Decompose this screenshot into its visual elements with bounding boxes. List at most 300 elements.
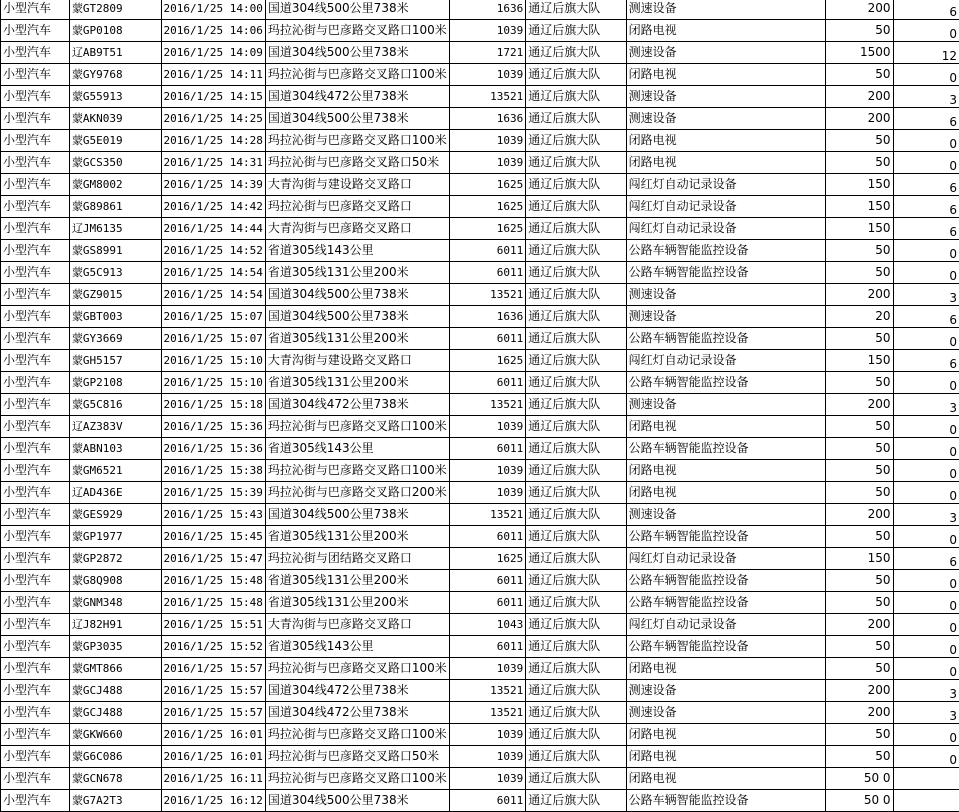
device-cell[interactable]: 闭路电视 <box>626 724 825 746</box>
location-cell[interactable]: 省道305线143公里 <box>265 636 449 658</box>
plate-number-cell[interactable]: 蒙GKW660 <box>69 724 161 746</box>
brigade-cell[interactable]: 通辽后旗大队 <box>526 460 626 482</box>
points-cell[interactable]: 6 <box>893 174 959 196</box>
datetime-cell[interactable]: 2016/1/25 15:48 <box>161 592 265 614</box>
device-cell[interactable]: 公路车辆智能监控设备 <box>626 790 825 812</box>
fine-cell[interactable]: 1500 <box>825 42 893 64</box>
plate-number-cell[interactable]: 蒙G5C816 <box>69 394 161 416</box>
datetime-cell[interactable]: 2016/1/25 14:54 <box>161 284 265 306</box>
datetime-cell[interactable]: 2016/1/25 15:48 <box>161 570 265 592</box>
datetime-cell[interactable]: 2016/1/25 14:31 <box>161 152 265 174</box>
datetime-cell[interactable]: 2016/1/25 14:25 <box>161 108 265 130</box>
location-cell[interactable]: 省道305线131公里200米 <box>265 526 449 548</box>
location-cell[interactable]: 国道304线500公里738米 <box>265 108 449 130</box>
vehicle-type-cell[interactable]: 小型汽车 <box>1 218 70 240</box>
location-cell[interactable]: 玛拉沁街与巴彦路交叉路口50米 <box>265 746 449 768</box>
plate-number-cell[interactable]: 辽AB9T51 <box>69 42 161 64</box>
points-cell[interactable]: 6 <box>893 0 959 20</box>
plate-number-cell[interactable]: 蒙GBT003 <box>69 306 161 328</box>
vehicle-type-cell[interactable]: 小型汽车 <box>1 658 70 680</box>
datetime-cell[interactable]: 2016/1/25 14:52 <box>161 240 265 262</box>
code-cell[interactable]: 1625 <box>449 218 525 240</box>
points-cell[interactable]: 0 <box>893 372 959 394</box>
datetime-cell[interactable]: 2016/1/25 16:11 <box>161 768 265 790</box>
code-cell[interactable]: 6011 <box>449 636 525 658</box>
code-cell[interactable]: 13521 <box>449 504 525 526</box>
device-cell[interactable]: 测速设备 <box>626 504 825 526</box>
vehicle-type-cell[interactable]: 小型汽车 <box>1 262 70 284</box>
location-cell[interactable]: 国道304线500公里738米 <box>265 42 449 64</box>
points-cell[interactable]: 3 <box>893 680 959 702</box>
plate-number-cell[interactable]: 蒙GS8991 <box>69 240 161 262</box>
fine-cell[interactable]: 150 <box>825 174 893 196</box>
plate-number-cell[interactable]: 蒙GP0108 <box>69 20 161 42</box>
location-cell[interactable]: 国道304线500公里738米 <box>265 790 449 812</box>
code-cell[interactable]: 1625 <box>449 174 525 196</box>
datetime-cell[interactable]: 2016/1/25 15:10 <box>161 372 265 394</box>
location-cell[interactable]: 省道305线131公里200米 <box>265 570 449 592</box>
vehicle-type-cell[interactable]: 小型汽车 <box>1 768 70 790</box>
points-cell[interactable]: 0 <box>893 570 959 592</box>
fine-cell[interactable]: 50 <box>825 262 893 284</box>
datetime-cell[interactable]: 2016/1/25 14:09 <box>161 42 265 64</box>
brigade-cell[interactable]: 通辽后旗大队 <box>526 372 626 394</box>
plate-number-cell[interactable]: 蒙GH5157 <box>69 350 161 372</box>
code-cell[interactable]: 6011 <box>449 592 525 614</box>
location-cell[interactable]: 国道304线500公里738米 <box>265 504 449 526</box>
datetime-cell[interactable]: 2016/1/25 15:57 <box>161 680 265 702</box>
plate-number-cell[interactable]: 蒙G55913 <box>69 86 161 108</box>
brigade-cell[interactable]: 通辽后旗大队 <box>526 746 626 768</box>
device-cell[interactable]: 公路车辆智能监控设备 <box>626 592 825 614</box>
location-cell[interactable]: 玛拉沁街与巴彦路交叉路口100米 <box>265 460 449 482</box>
device-cell[interactable]: 闭路电视 <box>626 482 825 504</box>
brigade-cell[interactable]: 通辽后旗大队 <box>526 130 626 152</box>
code-cell[interactable]: 1625 <box>449 350 525 372</box>
code-cell[interactable]: 1636 <box>449 108 525 130</box>
vehicle-type-cell[interactable]: 小型汽车 <box>1 328 70 350</box>
datetime-cell[interactable]: 2016/1/25 14:11 <box>161 64 265 86</box>
points-cell[interactable]: 3 <box>893 86 959 108</box>
vehicle-type-cell[interactable]: 小型汽车 <box>1 702 70 724</box>
points-cell[interactable]: 3 <box>893 394 959 416</box>
brigade-cell[interactable]: 通辽后旗大队 <box>526 86 626 108</box>
plate-number-cell[interactable]: 蒙GP2872 <box>69 548 161 570</box>
datetime-cell[interactable]: 2016/1/25 16:01 <box>161 746 265 768</box>
datetime-cell[interactable]: 2016/1/25 16:12 <box>161 790 265 812</box>
code-cell[interactable]: 13521 <box>449 284 525 306</box>
fine-cell[interactable]: 150 <box>825 196 893 218</box>
plate-number-cell[interactable]: 辽J82H91 <box>69 614 161 636</box>
device-cell[interactable]: 闭路电视 <box>626 746 825 768</box>
points-cell[interactable]: 0 <box>893 460 959 482</box>
points-cell[interactable]: 3 <box>893 504 959 526</box>
location-cell[interactable]: 大青沟街与建设路交叉路口 <box>265 350 449 372</box>
points-cell[interactable]: 3 <box>893 284 959 306</box>
vehicle-type-cell[interactable]: 小型汽车 <box>1 438 70 460</box>
code-cell[interactable]: 1039 <box>449 724 525 746</box>
datetime-cell[interactable]: 2016/1/25 15:07 <box>161 306 265 328</box>
device-cell[interactable]: 测速设备 <box>626 42 825 64</box>
fine-cell[interactable]: 150 <box>825 350 893 372</box>
device-cell[interactable]: 闭路电视 <box>626 64 825 86</box>
points-cell[interactable]: 0 <box>893 416 959 438</box>
brigade-cell[interactable]: 通辽后旗大队 <box>526 482 626 504</box>
datetime-cell[interactable]: 2016/1/25 14:28 <box>161 130 265 152</box>
device-cell[interactable]: 闭路电视 <box>626 416 825 438</box>
datetime-cell[interactable]: 2016/1/25 15:47 <box>161 548 265 570</box>
plate-number-cell[interactable]: 辽AD436E <box>69 482 161 504</box>
points-cell[interactable]: 6 <box>893 306 959 328</box>
code-cell[interactable]: 6011 <box>449 328 525 350</box>
plate-number-cell[interactable]: 蒙GM6521 <box>69 460 161 482</box>
brigade-cell[interactable]: 通辽后旗大队 <box>526 306 626 328</box>
device-cell[interactable]: 闭路电视 <box>626 460 825 482</box>
code-cell[interactable]: 1043 <box>449 614 525 636</box>
code-cell[interactable]: 1039 <box>449 130 525 152</box>
location-cell[interactable]: 国道304线472公里738米 <box>265 702 449 724</box>
plate-number-cell[interactable]: 蒙GZ9015 <box>69 284 161 306</box>
plate-number-cell[interactable]: 蒙GY9768 <box>69 64 161 86</box>
brigade-cell[interactable]: 通辽后旗大队 <box>526 570 626 592</box>
device-cell[interactable]: 公路车辆智能监控设备 <box>626 570 825 592</box>
fine-cell[interactable]: 50 <box>825 746 893 768</box>
brigade-cell[interactable]: 通辽后旗大队 <box>526 0 626 20</box>
points-cell[interactable]: 0 <box>893 130 959 152</box>
vehicle-type-cell[interactable]: 小型汽车 <box>1 790 70 812</box>
plate-number-cell[interactable]: 蒙GY3669 <box>69 328 161 350</box>
brigade-cell[interactable]: 通辽后旗大队 <box>526 20 626 42</box>
fine-cell[interactable]: 150 <box>825 548 893 570</box>
code-cell[interactable]: 6011 <box>449 570 525 592</box>
points-cell[interactable]: 6 <box>893 350 959 372</box>
code-cell[interactable]: 6011 <box>449 438 525 460</box>
device-cell[interactable]: 测速设备 <box>626 702 825 724</box>
location-cell[interactable]: 国道304线472公里738米 <box>265 394 449 416</box>
code-cell[interactable]: 13521 <box>449 394 525 416</box>
code-cell[interactable]: 1039 <box>449 482 525 504</box>
location-cell[interactable]: 国道304线472公里738米 <box>265 680 449 702</box>
vehicle-type-cell[interactable]: 小型汽车 <box>1 42 70 64</box>
plate-number-cell[interactable]: 蒙GES929 <box>69 504 161 526</box>
plate-number-cell[interactable]: 蒙G8Q908 <box>69 570 161 592</box>
vehicle-type-cell[interactable]: 小型汽车 <box>1 306 70 328</box>
device-cell[interactable]: 公路车辆智能监控设备 <box>626 262 825 284</box>
points-cell[interactable]: 6 <box>893 196 959 218</box>
device-cell[interactable]: 公路车辆智能监控设备 <box>626 240 825 262</box>
points-cell[interactable]: 0 <box>893 746 959 768</box>
device-cell[interactable]: 公路车辆智能监控设备 <box>626 372 825 394</box>
code-cell[interactable]: 6011 <box>449 262 525 284</box>
device-cell[interactable]: 闯红灯自动记录设备 <box>626 218 825 240</box>
brigade-cell[interactable]: 通辽后旗大队 <box>526 240 626 262</box>
device-cell[interactable]: 测速设备 <box>626 0 825 20</box>
vehicle-type-cell[interactable]: 小型汽车 <box>1 372 70 394</box>
points-cell[interactable]: 6 <box>893 218 959 240</box>
device-cell[interactable]: 闭路电视 <box>626 20 825 42</box>
location-cell[interactable]: 国道304线472公里738米 <box>265 86 449 108</box>
points-cell[interactable]: 0 <box>893 438 959 460</box>
brigade-cell[interactable]: 通辽后旗大队 <box>526 768 626 790</box>
brigade-cell[interactable]: 通辽后旗大队 <box>526 614 626 636</box>
brigade-cell[interactable]: 通辽后旗大队 <box>526 218 626 240</box>
location-cell[interactable]: 玛拉沁街与巴彦路交叉路口100米 <box>265 416 449 438</box>
points-cell[interactable]: 0 <box>893 328 959 350</box>
location-cell[interactable]: 国道304线500公里738米 <box>265 0 449 20</box>
device-cell[interactable]: 测速设备 <box>626 306 825 328</box>
code-cell[interactable]: 6011 <box>449 372 525 394</box>
points-cell[interactable]: 6 <box>893 548 959 570</box>
vehicle-type-cell[interactable]: 小型汽车 <box>1 724 70 746</box>
location-cell[interactable]: 国道304线500公里738米 <box>265 306 449 328</box>
brigade-cell[interactable]: 通辽后旗大队 <box>526 504 626 526</box>
plate-number-cell[interactable]: 蒙G7A2T3 <box>69 790 161 812</box>
vehicle-type-cell[interactable]: 小型汽车 <box>1 350 70 372</box>
brigade-cell[interactable]: 通辽后旗大队 <box>526 416 626 438</box>
fine-cell[interactable]: 20 <box>825 306 893 328</box>
points-cell[interactable]: 0 <box>893 64 959 86</box>
points-cell[interactable] <box>893 768 959 790</box>
datetime-cell[interactable]: 2016/1/25 16:01 <box>161 724 265 746</box>
fine-cell[interactable]: 200 <box>825 614 893 636</box>
fine-cell[interactable]: 50 <box>825 328 893 350</box>
device-cell[interactable]: 闯红灯自动记录设备 <box>626 174 825 196</box>
fine-cell[interactable]: 50 <box>825 592 893 614</box>
plate-number-cell[interactable]: 蒙GCS350 <box>69 152 161 174</box>
datetime-cell[interactable]: 2016/1/25 14:42 <box>161 196 265 218</box>
plate-number-cell[interactable]: 蒙GP2108 <box>69 372 161 394</box>
datetime-cell[interactable]: 2016/1/25 15:38 <box>161 460 265 482</box>
fine-cell[interactable]: 50 <box>825 460 893 482</box>
fine-cell[interactable]: 200 <box>825 504 893 526</box>
brigade-cell[interactable]: 通辽后旗大队 <box>526 174 626 196</box>
location-cell[interactable]: 省道305线131公里200米 <box>265 328 449 350</box>
points-cell[interactable]: 0 <box>893 724 959 746</box>
plate-number-cell[interactable]: 蒙G6C086 <box>69 746 161 768</box>
fine-cell[interactable]: 50 <box>825 724 893 746</box>
brigade-cell[interactable]: 通辽后旗大队 <box>526 42 626 64</box>
code-cell[interactable]: 1039 <box>449 20 525 42</box>
fine-cell[interactable]: 150 <box>825 218 893 240</box>
device-cell[interactable]: 测速设备 <box>626 680 825 702</box>
code-cell[interactable]: 1039 <box>449 416 525 438</box>
datetime-cell[interactable]: 2016/1/25 14:00 <box>161 0 265 20</box>
fine-cell[interactable]: 50 <box>825 636 893 658</box>
location-cell[interactable]: 玛拉沁街与巴彦路交叉路口100米 <box>265 64 449 86</box>
location-cell[interactable]: 省道305线131公里200米 <box>265 372 449 394</box>
fine-cell[interactable]: 200 <box>825 86 893 108</box>
fine-cell[interactable]: 200 <box>825 680 893 702</box>
location-cell[interactable]: 玛拉沁街与巴彦路交叉路口200米 <box>265 482 449 504</box>
datetime-cell[interactable]: 2016/1/25 14:15 <box>161 86 265 108</box>
points-cell[interactable]: 0 <box>893 482 959 504</box>
code-cell[interactable]: 6011 <box>449 790 525 812</box>
brigade-cell[interactable]: 通辽后旗大队 <box>526 636 626 658</box>
datetime-cell[interactable]: 2016/1/25 15:36 <box>161 438 265 460</box>
plate-number-cell[interactable]: 蒙AKN039 <box>69 108 161 130</box>
location-cell[interactable]: 玛拉沁街与巴彦路交叉路口100米 <box>265 20 449 42</box>
fine-cell[interactable]: 50 <box>825 20 893 42</box>
vehicle-type-cell[interactable]: 小型汽车 <box>1 504 70 526</box>
code-cell[interactable]: 1625 <box>449 196 525 218</box>
brigade-cell[interactable]: 通辽后旗大队 <box>526 702 626 724</box>
location-cell[interactable]: 国道304线500公里738米 <box>265 284 449 306</box>
location-cell[interactable]: 省道305线131公里200米 <box>265 262 449 284</box>
datetime-cell[interactable]: 2016/1/25 15:43 <box>161 504 265 526</box>
vehicle-type-cell[interactable]: 小型汽车 <box>1 548 70 570</box>
vehicle-type-cell[interactable]: 小型汽车 <box>1 592 70 614</box>
vehicle-type-cell[interactable]: 小型汽车 <box>1 0 70 20</box>
vehicle-type-cell[interactable]: 小型汽车 <box>1 108 70 130</box>
fine-cell[interactable]: 50 <box>825 372 893 394</box>
code-cell[interactable]: 1039 <box>449 768 525 790</box>
vehicle-type-cell[interactable]: 小型汽车 <box>1 526 70 548</box>
plate-number-cell[interactable]: 辽JM6135 <box>69 218 161 240</box>
datetime-cell[interactable]: 2016/1/25 14:54 <box>161 262 265 284</box>
device-cell[interactable]: 测速设备 <box>626 86 825 108</box>
device-cell[interactable]: 公路车辆智能监控设备 <box>626 438 825 460</box>
location-cell[interactable]: 玛拉沁街与巴彦路交叉路口100米 <box>265 724 449 746</box>
plate-number-cell[interactable]: 蒙G5C913 <box>69 262 161 284</box>
plate-number-cell[interactable]: 蒙ABN103 <box>69 438 161 460</box>
plate-number-cell[interactable]: 蒙GNM348 <box>69 592 161 614</box>
vehicle-type-cell[interactable]: 小型汽车 <box>1 64 70 86</box>
fine-cell[interactable]: 50 <box>825 152 893 174</box>
brigade-cell[interactable]: 通辽后旗大队 <box>526 724 626 746</box>
plate-number-cell[interactable]: 蒙G5E019 <box>69 130 161 152</box>
fine-cell[interactable]: 50 <box>825 130 893 152</box>
fine-cell[interactable]: 50 <box>825 438 893 460</box>
brigade-cell[interactable]: 通辽后旗大队 <box>526 548 626 570</box>
location-cell[interactable]: 玛拉沁街与巴彦路交叉路口50米 <box>265 152 449 174</box>
points-cell[interactable]: 0 <box>893 152 959 174</box>
plate-number-cell[interactable]: 蒙GM8002 <box>69 174 161 196</box>
points-cell[interactable]: 0 <box>893 658 959 680</box>
points-cell[interactable]: 3 <box>893 702 959 724</box>
points-cell[interactable]: 0 <box>893 592 959 614</box>
device-cell[interactable]: 闯红灯自动记录设备 <box>626 548 825 570</box>
datetime-cell[interactable]: 2016/1/25 14:06 <box>161 20 265 42</box>
location-cell[interactable]: 省道305线143公里 <box>265 438 449 460</box>
brigade-cell[interactable]: 通辽后旗大队 <box>526 64 626 86</box>
fine-cell[interactable]: 50 <box>825 416 893 438</box>
vehicle-type-cell[interactable]: 小型汽车 <box>1 130 70 152</box>
points-cell[interactable]: 0 <box>893 526 959 548</box>
device-cell[interactable]: 闭路电视 <box>626 768 825 790</box>
code-cell[interactable]: 1636 <box>449 0 525 20</box>
vehicle-type-cell[interactable]: 小型汽车 <box>1 394 70 416</box>
device-cell[interactable]: 测速设备 <box>626 284 825 306</box>
brigade-cell[interactable]: 通辽后旗大队 <box>526 350 626 372</box>
device-cell[interactable]: 闯红灯自动记录设备 <box>626 196 825 218</box>
location-cell[interactable]: 玛拉沁街与巴彦路交叉路口100米 <box>265 130 449 152</box>
brigade-cell[interactable]: 通辽后旗大队 <box>526 592 626 614</box>
device-cell[interactable]: 公路车辆智能监控设备 <box>626 328 825 350</box>
device-cell[interactable]: 闯红灯自动记录设备 <box>626 614 825 636</box>
plate-number-cell[interactable]: 蒙GCJ488 <box>69 680 161 702</box>
code-cell[interactable]: 13521 <box>449 680 525 702</box>
points-cell[interactable]: 0 <box>893 20 959 42</box>
code-cell[interactable]: 6011 <box>449 240 525 262</box>
vehicle-type-cell[interactable]: 小型汽车 <box>1 152 70 174</box>
device-cell[interactable]: 测速设备 <box>626 394 825 416</box>
fine-cell[interactable]: 50 <box>825 64 893 86</box>
vehicle-type-cell[interactable]: 小型汽车 <box>1 284 70 306</box>
points-cell[interactable]: 0 <box>893 240 959 262</box>
vehicle-type-cell[interactable]: 小型汽车 <box>1 174 70 196</box>
datetime-cell[interactable]: 2016/1/25 15:10 <box>161 350 265 372</box>
device-cell[interactable]: 闭路电视 <box>626 152 825 174</box>
fine-cell[interactable]: 200 <box>825 394 893 416</box>
fine-cell[interactable]: 200 <box>825 702 893 724</box>
datetime-cell[interactable]: 2016/1/25 14:39 <box>161 174 265 196</box>
location-cell[interactable]: 省道305线131公里200米 <box>265 592 449 614</box>
code-cell[interactable]: 1039 <box>449 658 525 680</box>
vehicle-type-cell[interactable]: 小型汽车 <box>1 20 70 42</box>
vehicle-type-cell[interactable]: 小型汽车 <box>1 86 70 108</box>
datetime-cell[interactable]: 2016/1/25 15:18 <box>161 394 265 416</box>
brigade-cell[interactable]: 通辽后旗大队 <box>526 680 626 702</box>
datetime-cell[interactable]: 2016/1/25 15:39 <box>161 482 265 504</box>
device-cell[interactable]: 闯红灯自动记录设备 <box>626 350 825 372</box>
points-cell[interactable]: 0 <box>893 636 959 658</box>
points-cell[interactable]: 0 <box>893 262 959 284</box>
location-cell[interactable]: 省道305线143公里 <box>265 240 449 262</box>
brigade-cell[interactable]: 通辽后旗大队 <box>526 394 626 416</box>
fine-cell[interactable]: 50 0 <box>825 768 893 790</box>
device-cell[interactable]: 公路车辆智能监控设备 <box>626 526 825 548</box>
code-cell[interactable]: 1636 <box>449 306 525 328</box>
plate-number-cell[interactable]: 蒙GCJ488 <box>69 702 161 724</box>
datetime-cell[interactable]: 2016/1/25 14:44 <box>161 218 265 240</box>
brigade-cell[interactable]: 通辽后旗大队 <box>526 526 626 548</box>
datetime-cell[interactable]: 2016/1/25 15:36 <box>161 416 265 438</box>
plate-number-cell[interactable]: 蒙GMT866 <box>69 658 161 680</box>
plate-number-cell[interactable]: 辽AZ383V <box>69 416 161 438</box>
brigade-cell[interactable]: 通辽后旗大队 <box>526 108 626 130</box>
vehicle-type-cell[interactable]: 小型汽车 <box>1 196 70 218</box>
code-cell[interactable]: 1039 <box>449 746 525 768</box>
brigade-cell[interactable]: 通辽后旗大队 <box>526 328 626 350</box>
plate-number-cell[interactable]: 蒙GP1977 <box>69 526 161 548</box>
fine-cell[interactable]: 50 <box>825 658 893 680</box>
brigade-cell[interactable]: 通辽后旗大队 <box>526 196 626 218</box>
location-cell[interactable]: 大青沟街与建设路交叉路口 <box>265 174 449 196</box>
vehicle-type-cell[interactable]: 小型汽车 <box>1 680 70 702</box>
fine-cell[interactable]: 200 <box>825 108 893 130</box>
datetime-cell[interactable]: 2016/1/25 15:57 <box>161 658 265 680</box>
plate-number-cell[interactable]: 蒙GP3035 <box>69 636 161 658</box>
device-cell[interactable]: 测速设备 <box>626 108 825 130</box>
code-cell[interactable]: 13521 <box>449 702 525 724</box>
fine-cell[interactable]: 50 0 <box>825 790 893 812</box>
points-cell[interactable] <box>893 790 959 812</box>
datetime-cell[interactable]: 2016/1/25 15:57 <box>161 702 265 724</box>
location-cell[interactable]: 玛拉沁街与巴彦路交叉路口100米 <box>265 768 449 790</box>
vehicle-type-cell[interactable]: 小型汽车 <box>1 570 70 592</box>
location-cell[interactable]: 大青沟街与巴彦路交叉路口 <box>265 614 449 636</box>
fine-cell[interactable]: 200 <box>825 0 893 20</box>
code-cell[interactable]: 13521 <box>449 86 525 108</box>
code-cell[interactable]: 1721 <box>449 42 525 64</box>
code-cell[interactable]: 1039 <box>449 64 525 86</box>
vehicle-type-cell[interactable]: 小型汽车 <box>1 746 70 768</box>
plate-number-cell[interactable]: 蒙GT2809 <box>69 0 161 20</box>
plate-number-cell[interactable]: 蒙GCN678 <box>69 768 161 790</box>
location-cell[interactable]: 玛拉沁街与巴彦路交叉路口100米 <box>265 658 449 680</box>
vehicle-type-cell[interactable]: 小型汽车 <box>1 482 70 504</box>
code-cell[interactable]: 1625 <box>449 548 525 570</box>
